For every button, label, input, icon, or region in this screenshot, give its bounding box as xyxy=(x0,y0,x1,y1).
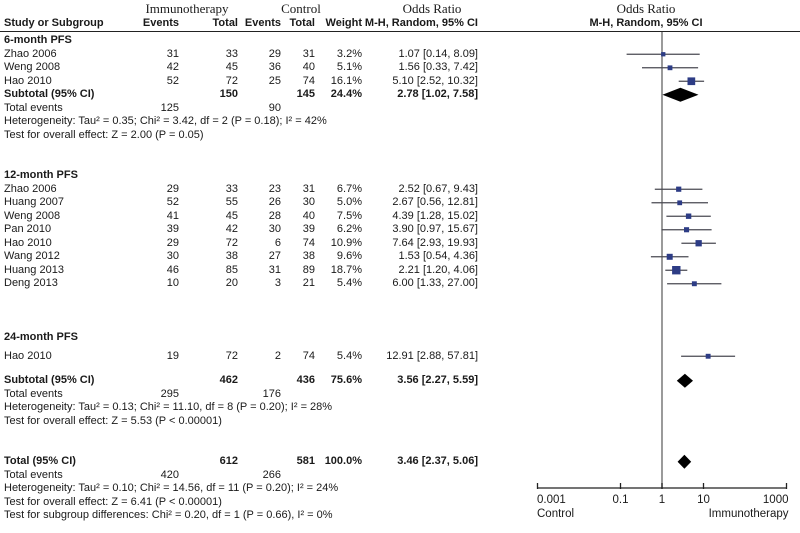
odds-ratio-header-plot: Odds Ratio xyxy=(616,1,676,16)
column-header-total-immunotherapy: Total xyxy=(212,17,238,29)
total-immunotherapy: 612 xyxy=(219,455,238,467)
study-label: Total (95% CI) xyxy=(4,455,76,467)
odds-ratio-ci-value: 2.21 [1.20, 4.06] xyxy=(398,263,478,276)
total-immunotherapy: 85 xyxy=(225,263,238,276)
weight-value: 6.2% xyxy=(336,223,362,235)
total-immunotherapy: 150 xyxy=(219,88,238,100)
events-immunotherapy: 29 xyxy=(166,182,179,195)
events-control: 26 xyxy=(268,196,281,208)
study-label: Wang 2012 xyxy=(4,250,60,262)
total-control: 74 xyxy=(302,74,315,87)
total-control: 436 xyxy=(296,374,315,386)
total-immunotherapy: 38 xyxy=(225,250,238,262)
study-label: Hao 2010 xyxy=(4,349,52,362)
odds-ratio-ci-value: 3.90 [0.97, 15.67] xyxy=(392,223,478,235)
odds-ratio-ci-value: 1.56 [0.33, 7.42] xyxy=(398,61,478,73)
odds-ratio-ci-value: 3.46 [2.37, 5.06] xyxy=(397,455,478,467)
total-control: 145 xyxy=(296,88,315,100)
total-immunotherapy: 33 xyxy=(225,47,238,60)
pooled-diamond xyxy=(677,374,693,388)
or-square-marker xyxy=(668,65,673,70)
axis-tick-label: 10 xyxy=(697,494,710,506)
study-label: Hao 2010 xyxy=(4,74,52,87)
study-label: Zhao 2006 xyxy=(4,182,57,195)
events-immunotherapy: 52 xyxy=(166,196,179,208)
odds-ratio-ci-value: 7.64 [2.93, 19.93] xyxy=(392,236,478,249)
events-immunotherapy: 52 xyxy=(166,74,179,87)
events-immunotherapy: 29 xyxy=(166,236,179,249)
statistics-note: Test for overall effect: Z = 5.53 (P < 0.00001) xyxy=(4,414,222,427)
events-immunotherapy: 10 xyxy=(166,277,179,289)
study-label: Weng 2008 xyxy=(4,61,61,73)
total-control: 581 xyxy=(296,455,315,467)
odds-ratio-ci-value: 2.52 [0.67, 9.43] xyxy=(398,182,478,195)
weight-value: 24.4% xyxy=(330,88,362,100)
axis-tick-label: 1 xyxy=(658,494,666,506)
total-immunotherapy: 45 xyxy=(225,209,238,222)
total-control: 39 xyxy=(302,223,315,235)
axis-label-control: Control xyxy=(537,508,575,520)
odds-ratio-ci-value: 5.10 [2.52, 10.32] xyxy=(392,74,478,87)
weight-value: 9.6% xyxy=(336,250,362,262)
total-events-control: 266 xyxy=(262,468,281,481)
events-immunotherapy: 31 xyxy=(166,47,179,60)
total-control: 74 xyxy=(302,236,315,249)
column-header-total-control: Total xyxy=(289,17,315,29)
weight-value: 6.7% xyxy=(336,182,362,195)
subgroup-label: 12-month PFS xyxy=(4,169,78,181)
study-label: Weng 2008 xyxy=(4,209,61,222)
or-square-marker xyxy=(696,240,702,246)
events-control: 30 xyxy=(268,223,281,235)
total-events-label: Total events xyxy=(4,387,63,400)
statistics-note: Heterogeneity: Tau² = 0.13; Chi² = 11.10, df = 8 (P = 0.20); I² = 28% xyxy=(4,401,333,413)
events-control: 2 xyxy=(274,349,281,362)
group-header-immunotherapy: Immunotherapy xyxy=(145,1,229,16)
weight-value: 5.4% xyxy=(336,349,362,362)
statistics-note: Heterogeneity: Tau² = 0.35; Chi² = 3.42, df = 2 (P = 0.18); I² = 42% xyxy=(4,115,327,127)
column-header-study: Study or Subgroup xyxy=(4,17,104,29)
total-immunotherapy: 72 xyxy=(225,236,238,249)
events-immunotherapy: 30 xyxy=(166,250,179,262)
total-immunotherapy: 55 xyxy=(225,196,238,208)
events-control: 3 xyxy=(274,277,281,289)
odds-ratio-ci-value: 4.39 [1.28, 15.02] xyxy=(392,209,478,222)
events-control: 36 xyxy=(268,61,281,73)
total-control: 74 xyxy=(302,349,315,362)
odds-ratio-ci-value: 2.78 [1.02, 7.58] xyxy=(397,88,478,100)
weight-value: 7.5% xyxy=(336,209,362,222)
total-events-label: Total events xyxy=(4,101,63,114)
or-square-marker xyxy=(672,266,680,274)
column-header-events-control: Events xyxy=(244,17,281,29)
or-square-marker xyxy=(677,200,682,205)
events-control: 23 xyxy=(268,182,281,195)
total-immunotherapy: 20 xyxy=(225,277,238,289)
statistics-note: Test for overall effect: Z = 6.41 (P < 0.00001) xyxy=(4,495,222,508)
or-square-marker xyxy=(676,187,681,192)
odds-ratio-ci-value: 1.53 [0.54, 4.36] xyxy=(398,250,478,262)
total-immunotherapy: 72 xyxy=(225,74,238,87)
axis-tick-label: 0.1 xyxy=(612,494,629,506)
group-header-control: Control xyxy=(281,1,321,16)
total-events-immunotherapy: 125 xyxy=(160,101,179,114)
total-immunotherapy: 45 xyxy=(225,61,238,73)
study-label: Subtotal (95% CI) xyxy=(4,88,95,100)
events-control: 29 xyxy=(268,47,281,60)
axis-tick-label: 1000 xyxy=(762,494,789,506)
weight-value: 3.2% xyxy=(336,47,362,60)
statistics-note: Test for subgroup differences: Chi² = 0.20, df = 1 (P = 0.66), I² = 0% xyxy=(4,509,333,521)
or-square-marker xyxy=(688,77,696,85)
odds-ratio-ci-value: 12.91 [2.88, 57.81] xyxy=(386,349,478,362)
events-control: 31 xyxy=(268,263,281,276)
total-control: 40 xyxy=(302,61,315,73)
study-label: Subtotal (95% CI) xyxy=(4,374,95,386)
events-control: 25 xyxy=(268,74,281,87)
total-immunotherapy: 42 xyxy=(225,223,238,235)
study-label: Huang 2007 xyxy=(4,196,64,208)
study-label: Deng 2013 xyxy=(4,277,58,289)
statistics-note: Heterogeneity: Tau² = 0.10; Chi² = 14.56, df = 11 (P = 0.20); I² = 24% xyxy=(4,482,339,494)
or-square-marker xyxy=(684,227,689,232)
study-label: Hao 2010 xyxy=(4,236,52,249)
weight-value: 5.1% xyxy=(336,61,362,73)
total-immunotherapy: 72 xyxy=(225,349,238,362)
total-control: 38 xyxy=(302,250,315,262)
subgroup-label: 24-month PFS xyxy=(4,331,78,343)
events-immunotherapy: 41 xyxy=(166,209,179,222)
study-label: Huang 2013 xyxy=(4,263,64,276)
study-label: Pan 2010 xyxy=(4,223,52,235)
axis-label-immunotherapy: Immunotherapy xyxy=(708,508,789,520)
column-header-weight: Weight xyxy=(325,17,362,29)
subgroup-label: 6-month PFS xyxy=(4,34,72,46)
total-immunotherapy: 462 xyxy=(219,374,238,386)
total-events-immunotherapy: 420 xyxy=(160,468,179,481)
or-square-marker xyxy=(667,254,673,260)
events-immunotherapy: 19 xyxy=(166,349,179,362)
events-control: 27 xyxy=(268,250,281,262)
odds-ratio-ci-value: 6.00 [1.33, 27.00] xyxy=(392,277,478,289)
or-square-marker xyxy=(692,281,697,286)
or-square-marker xyxy=(661,52,665,56)
events-immunotherapy: 42 xyxy=(166,61,179,73)
events-control: 28 xyxy=(268,209,281,222)
odds-ratio-header-text: Odds Ratio xyxy=(402,1,462,16)
weight-value: 5.4% xyxy=(336,277,362,289)
odds-ratio-ci-value: 3.56 [2.27, 5.59] xyxy=(397,374,478,386)
column-header-method-plot: M-H, Random, 95% CI xyxy=(589,17,703,29)
total-events-immunotherapy: 295 xyxy=(160,387,179,400)
odds-ratio-ci-value: 2.67 [0.56, 12.81] xyxy=(392,196,478,208)
weight-value: 10.9% xyxy=(330,236,362,249)
total-immunotherapy: 33 xyxy=(225,182,238,195)
or-square-marker xyxy=(706,354,711,359)
events-control: 6 xyxy=(274,236,281,249)
total-control: 40 xyxy=(302,209,315,222)
weight-value: 16.1% xyxy=(330,74,362,87)
or-square-marker xyxy=(686,214,691,219)
weight-value: 100.0% xyxy=(324,455,362,467)
study-label: Zhao 2006 xyxy=(4,47,57,60)
total-events-label: Total events xyxy=(4,468,63,481)
weight-value: 75.6% xyxy=(330,374,362,386)
total-events-control: 90 xyxy=(268,101,281,114)
events-immunotherapy: 39 xyxy=(166,223,179,235)
column-header-method-text: M-H, Random, 95% CI xyxy=(364,17,478,29)
total-control: 30 xyxy=(302,196,315,208)
odds-ratio-ci-value: 1.07 [0.14, 8.09] xyxy=(398,47,478,60)
events-immunotherapy: 46 xyxy=(166,263,179,276)
axis-tick-label: 0.001 xyxy=(537,494,566,506)
total-control: 21 xyxy=(302,277,315,289)
statistics-note: Test for overall effect: Z = 2.00 (P = 0.05) xyxy=(4,128,204,141)
total-control: 89 xyxy=(302,263,315,276)
pooled-diamond xyxy=(678,455,692,469)
total-events-control: 176 xyxy=(262,387,281,400)
column-header-events-immunotherapy: Events xyxy=(142,17,179,29)
weight-value: 5.0% xyxy=(336,196,362,208)
weight-value: 18.7% xyxy=(330,263,362,276)
total-control: 31 xyxy=(302,182,315,195)
total-control: 31 xyxy=(302,47,315,60)
pooled-diamond xyxy=(662,88,698,102)
